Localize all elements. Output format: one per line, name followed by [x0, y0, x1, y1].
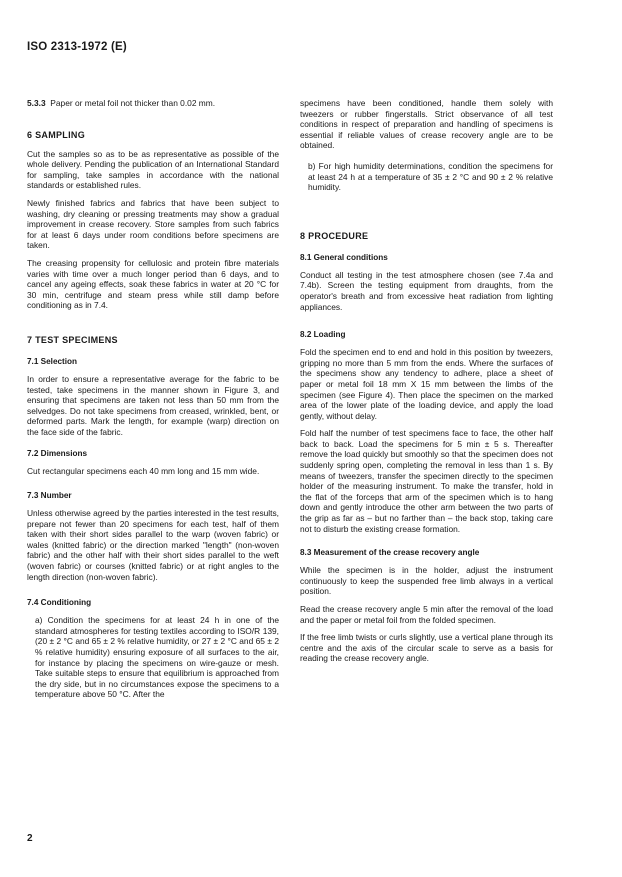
clause-8-1-text: Conduct all testing in the test atmosphere chosen (see 7.4a and 7.4b). Screen the testing equipment from draughts, from the operator's breath and from excessive heat radiation from lighting appliances.: [300, 269, 553, 312]
clause-8-1-heading: 8.1 General conditions: [300, 252, 388, 262]
clause-8-3-paragraph-2: Read the crease recovery angle 5 min after the removal of the load and the paper or metal foil from the folded specimen.: [300, 604, 553, 625]
clause-7-2-text: Cut rectangular specimens each 40 mm long and 15 mm wide.: [27, 466, 260, 477]
section-6-paragraph-2: Newly finished fabrics and fabrics that have been subject to washing, dry cleaning or pressing treatments may show a gradual improvement in crease recovery. Store samples from such fabrics for at least 6 days under room conditions before specimens are taken.: [27, 197, 279, 251]
clause-7-4-item-a: a) Condition the specimens for at least 24 h in one of the standard atmospheres for testing textiles according to ISO/R 139, (20 ± 2 °C and 65 ± 2 % relative humidity, or 27 ± 2 °C and 65 ± 2 % relative humidity) ensuring exposure of all surfaces to the air, for instance by placing the specimens on wire-gauze or mesh. Take suitable steps to ensure that equilibrium is approached from the dry side, but in no circumstances expose the specimens to a temperature above 50 °C. After the: [35, 615, 279, 700]
right-column: [300, 98, 553, 671]
clause-7-1-text: In order to ensure a representative average for the fabric to be tested, take specimens in the manner shown in Figure 3, and ensuring that specimens are taken not less than 50 mm from the selvedges. Do not take specimens from creased, wrinkled, bent, or deformed parts. Mark the length, for example (warp) direction on the face side of the fabric.: [27, 373, 279, 437]
clause-5-3-3: [27, 98, 279, 109]
clause-7-4-item-a-continued: specimens have been conditioned, handle them solely with tweezers or rubber fingerstalls. Strict observance of all test conditions in respect of preparation and handling of specimens is essential if reliable values of crease recovery angle are to be obtained.: [300, 98, 553, 151]
document-header: ISO 2313-1972 (E): [27, 41, 127, 53]
clause-5-3-3-text: Paper or metal foil not thicker than 0.02 mm.: [50, 98, 216, 108]
page-number: 2: [27, 833, 33, 844]
clause-7-2-heading: 7.2 Dimensions: [27, 449, 88, 459]
clause-8-2-paragraph-1: Fold the specimen end to end and hold in this position by tweezers, gripping no more than 5 mm from the ends. Where the surfaces of the specimens show any tendency to adhere, place a sheet of paper or metal foil 18 mm X 15 mm between the limbs of the specimen (see Figure 4). Then place the specimen on the marked area of the lower plate of the loading device, and apply the load gently, without delay.: [300, 347, 553, 421]
clause-7-4-item-b: b) For high humidity determinations, condition the specimens for at least 24 h at a temperature of 35 ± 2 °C and 90 ± 2 % relative humidity.: [308, 160, 553, 193]
left-column: [27, 98, 279, 707]
section-6-paragraph-1: Cut the samples so as to be as representative as possible of the whole delivery. Pending the publication of an International Standard for sampling, take samples in accordance with the national standards or established rules.: [27, 148, 279, 191]
clause-7-3-text: Unless otherwise agreed by the parties interested in the test results, prepare not fewer than 20 specimens for each test, half of them taken with their short sides parallel to the warp (woven fabric) or wales (knitted fabric) or the direction marked "length" (non-woven fabric) and the other half with their short sides parallel to the weft (woven fabric) or courses (knitted fabric) or at right angles to the length direction (non-woven fabric).: [27, 508, 279, 582]
clause-8-2-paragraph-2: Fold half the number of test specimens face to face, the other half back to back. Load the specimens for 5 min ± 5 s. Thereafter remove the load quickly but smoothly so that the specimen does not suddenly spring open, completing the removal in less than 1 s. By means of tweezers, transfer the specimen directly to the specimen holder of the measuring instrument. To make the transfer, hold in the flat of the forceps that arm of the specimen which is to hang down and gently introduce the other arm between the two parts of the grip as far as – but no farther than – the back stop, taking care not to disturb the existing crease formation.: [300, 428, 553, 534]
clause-5-3-3-number: 5.3.3: [27, 98, 46, 108]
clause-7-1-heading: 7.1 Selection: [27, 356, 78, 366]
clause-7-3-heading: 7.3 Number: [27, 491, 72, 501]
clause-8-3-paragraph-1: While the specimen is in the holder, adjust the instrument continuously to keep the suspended free limb always in a vertical position.: [300, 565, 553, 597]
section-8-heading: 8 PROCEDURE: [300, 230, 369, 241]
section-6-paragraph-3: The creasing propensity for cellulosic and protein fibre materials varies with time over a much longer period than 6 days, and to cancel any ageing effects, soak these fabrics in water at 20 °C for 30 min, centrifuge and steam press while still damp before conditioning as in 7.4.: [27, 257, 279, 311]
clause-8-3-heading: 8.3 Measurement of the crease recovery angle: [300, 548, 480, 558]
section-7-heading: 7 TEST SPECIMENS: [27, 334, 118, 345]
clause-7-4-heading: 7.4 Conditioning: [27, 598, 92, 608]
section-6-heading: 6 SAMPLING: [27, 129, 86, 140]
clause-8-2-heading: 8.2 Loading: [300, 330, 346, 340]
clause-8-3-paragraph-3: If the free limb twists or curls slightly, use a vertical plane through its centre and the axis of the circular scale to serve as a basis for reading the crease recovery angle.: [300, 632, 553, 664]
